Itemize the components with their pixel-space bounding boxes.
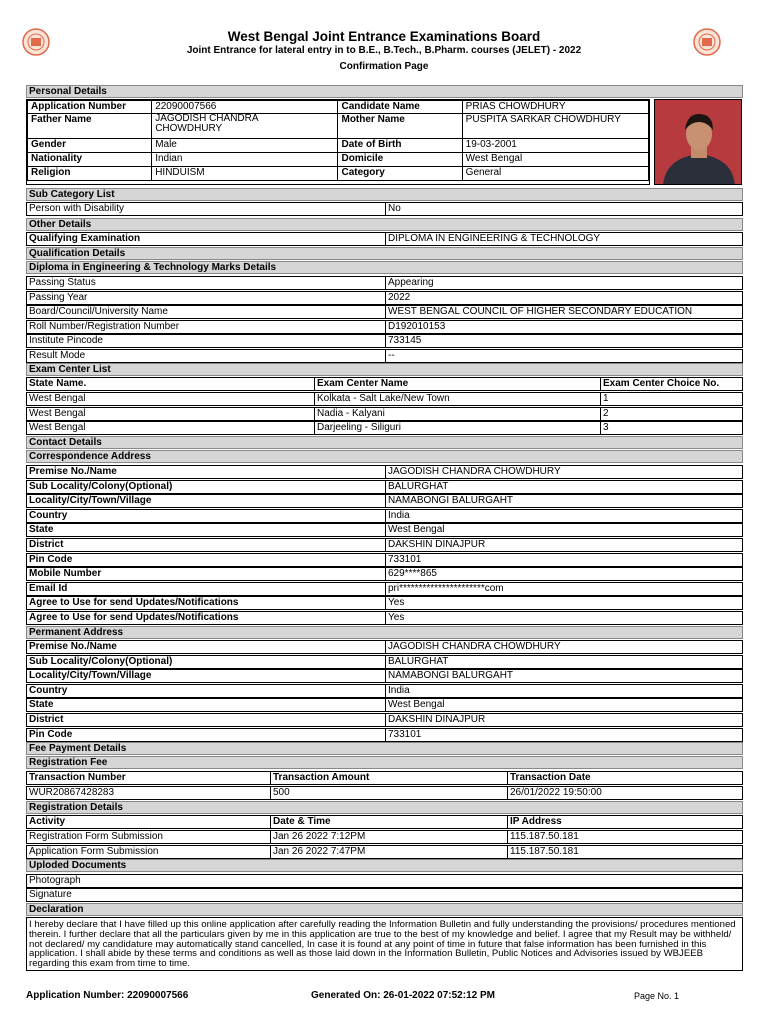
row-value: pri**********************com xyxy=(385,583,742,595)
section-contact: Contact Details xyxy=(26,436,743,449)
footer-page-number: Page No. 1 xyxy=(634,991,680,1001)
row-value: India xyxy=(385,510,742,522)
row-value: West Bengal xyxy=(385,524,742,536)
row-label: State xyxy=(29,699,54,711)
registration-row xyxy=(26,845,743,859)
row-value: WEST BENGAL COUNCIL OF HIGHER SECONDARY EDUCATION xyxy=(385,306,742,318)
label-dob: Date of Birth xyxy=(338,139,462,153)
exam-center-header: State Name. Exam Center Name Exam Center Choice No. xyxy=(26,377,743,391)
row-value: West Bengal xyxy=(385,699,742,711)
row-value: DAKSHIN DINAJPUR xyxy=(385,714,742,726)
row-value: 733145 xyxy=(385,335,742,347)
value-application-number: 22090007566 xyxy=(152,101,338,114)
subsection-diploma-marks: Diploma in Engineering & Technology Marks Details xyxy=(26,261,743,274)
qualification-row xyxy=(26,305,743,319)
row-label: Board/Council/University Name xyxy=(29,306,168,317)
reg-ip: 115.187.50.181 xyxy=(507,831,742,843)
exam-center-row xyxy=(26,392,743,406)
row-value: DAKSHIN DINAJPUR xyxy=(385,539,742,551)
center-name: Kolkata - Salt Lake/New Town xyxy=(314,393,600,405)
row-label: Pin Code xyxy=(29,728,73,740)
row-value: Yes xyxy=(385,612,742,624)
center-state: West Bengal xyxy=(29,422,86,433)
label-mother-name: Mother Name xyxy=(338,114,462,139)
row-label: Country xyxy=(29,509,68,521)
center-state: West Bengal xyxy=(29,393,86,404)
exam-subtitle: Joint Entrance for lateral entry in to B.E., B.Tech., B.Pharm. courses (JELET) - 2022 xyxy=(186,45,582,56)
fee-header: Transaction Number Transaction Amount Transaction Date xyxy=(26,771,743,785)
candidate-photo xyxy=(654,99,742,185)
correspondence-row xyxy=(26,611,743,625)
row-label: Institute Pincode xyxy=(29,335,103,346)
declaration-text: I hereby declare that I have filled up this online application after carefully reading the Information Bulletin and fully understanding the provisions/ procedures mentioned therein. I further declare that all the particulars given by me in this application are true to the best of my knowledge and belief. I agree that my Result may be withheld/ not declared/ my candidature may automatically stand cancelled, In case it is found at any point of time in future that false information has been furnished in this application. I shall abide by these terms and conditions as well as those laid down in the Information Bulletin, Public Notices and Advisories issued by WBJEEB regarding this exam from time to time. xyxy=(26,917,743,971)
qualification-row xyxy=(26,334,743,348)
row-value: 2022 xyxy=(385,292,742,304)
permanent-row xyxy=(26,640,743,654)
correspondence-row xyxy=(26,553,743,567)
correspondence-row xyxy=(26,567,743,581)
board-title: West Bengal Joint Entrance Examinations Board xyxy=(227,29,541,44)
section-registration-details: Registration Details xyxy=(26,801,743,814)
permanent-row xyxy=(26,684,743,698)
row-value: JAGODISH CHANDRA CHOWDHURY xyxy=(385,466,742,478)
document-photograph: Photograph xyxy=(26,874,743,888)
correspondence-row xyxy=(26,480,743,494)
section-uploaded-documents: Uploded Documents xyxy=(26,859,743,872)
label-application-number: Application Number xyxy=(28,101,152,114)
section-personal-details: Personal Details xyxy=(26,85,743,98)
center-name: Darjeeling - Siliguri xyxy=(314,422,600,434)
qualification-row xyxy=(26,320,743,334)
row-label: Result Mode xyxy=(29,349,86,361)
document-header xyxy=(0,0,768,84)
row-label: Locality/City/Town/Village xyxy=(29,670,152,682)
row-label: Premise No./Name xyxy=(29,466,117,477)
row-label: Agree to Use for send Updates/Notifications xyxy=(29,612,239,623)
label-candidate-name: Candidate Name xyxy=(338,101,462,114)
row-label: Country xyxy=(29,684,68,696)
qualification-row xyxy=(26,276,743,290)
row-label: Passing Year xyxy=(29,291,88,303)
registration-header: Activity Date & Time IP Address xyxy=(26,815,743,829)
correspondence-row xyxy=(26,538,743,552)
permanent-row xyxy=(26,713,743,727)
value-gender: Male xyxy=(152,139,338,153)
subsection-registration-fee: Registration Fee xyxy=(26,756,743,769)
correspondence-row xyxy=(26,509,743,523)
row-value: JAGODISH CHANDRA CHOWDHURY xyxy=(385,641,742,653)
value-candidate-name: PRIAS CHOWDHURY xyxy=(462,101,648,114)
permanent-row xyxy=(26,655,743,669)
permanent-row xyxy=(26,669,743,683)
label-gender: Gender xyxy=(28,139,152,153)
section-correspondence-address: Correspondence Address xyxy=(26,450,743,463)
row-label: Locality/City/Town/Village xyxy=(29,495,152,507)
permanent-row xyxy=(26,698,743,712)
section-qualification: Qualification Details xyxy=(26,247,743,260)
exam-center-row xyxy=(26,421,743,435)
row-value: 629****865 xyxy=(385,568,742,580)
label-domicile: Domicile xyxy=(338,153,462,167)
label-nationality: Nationality xyxy=(28,153,152,167)
value-domicile: West Bengal xyxy=(462,153,648,167)
reg-activity: Registration Form Submission xyxy=(29,831,163,842)
value-father-name: JAGODISH CHANDRA CHOWDHURY xyxy=(152,114,338,139)
value-mother-name: PUSPITA SARKAR CHOWDHURY xyxy=(462,114,648,139)
row-value: Appearing xyxy=(385,277,742,289)
section-declaration: Declaration xyxy=(26,903,743,916)
permanent-row xyxy=(26,728,743,742)
row-label: Passing Status xyxy=(29,277,96,288)
correspondence-row xyxy=(26,582,743,596)
personal-details-table xyxy=(26,99,650,185)
row-label: Sub Locality/Colony(Optional) xyxy=(29,480,173,492)
row-value: Yes xyxy=(385,597,742,609)
reg-datetime: Jan 26 2022 7:12PM xyxy=(270,831,507,843)
row-label: Mobile Number xyxy=(29,568,102,580)
fee-row: WUR20867428283 500 26/01/2022 19:50:00 xyxy=(26,786,743,800)
value-religion: HINDUISM xyxy=(152,167,338,181)
footer-application-number: Application Number: 22090007566 xyxy=(26,990,189,1001)
center-choice: 1 xyxy=(600,393,742,405)
row-value: NAMABONGI BALURGAHT xyxy=(385,495,742,507)
row-disability: Person with Disability No xyxy=(26,202,743,216)
correspondence-row xyxy=(26,494,743,508)
document-signature: Signature xyxy=(26,888,743,902)
section-sub-category: Sub Category List xyxy=(26,188,743,201)
row-value: 733101 xyxy=(385,729,742,741)
center-choice: 2 xyxy=(600,408,742,420)
reg-ip: 115.187.50.181 xyxy=(507,846,742,858)
registration-row xyxy=(26,830,743,844)
row-value: BALURGHAT xyxy=(385,481,742,493)
reg-datetime: Jan 26 2022 7:47PM xyxy=(270,846,507,858)
person-photo-icon xyxy=(655,100,742,185)
label-religion: Religion xyxy=(28,167,152,181)
exam-center-row xyxy=(26,407,743,421)
label-category: Category xyxy=(338,167,462,181)
footer-generated-on: Generated On: 26-01-2022 07:52:12 PM xyxy=(311,990,495,1001)
correspondence-row xyxy=(26,596,743,610)
row-value: India xyxy=(385,685,742,697)
center-state: West Bengal xyxy=(29,407,86,419)
row-value: BALURGHAT xyxy=(385,656,742,668)
section-permanent-address: Permanent Address xyxy=(26,626,743,639)
row-label: Agree to Use for send Updates/Notifications xyxy=(29,597,239,609)
row-qualifying-exam: Qualifying Examination DIPLOMA IN ENGINEERING & TECHNOLOGY xyxy=(26,232,743,246)
row-label: Roll Number/Registration Number xyxy=(29,320,180,332)
page-title: Confirmation Page xyxy=(339,61,429,72)
correspondence-row xyxy=(26,465,743,479)
value-category: General xyxy=(462,167,648,181)
row-label: District xyxy=(29,714,64,725)
label-father-name: Father Name xyxy=(28,114,152,139)
row-label: Email Id xyxy=(29,582,68,594)
qualification-row xyxy=(26,349,743,363)
row-value: -- xyxy=(385,350,742,362)
value-dob: 19-03-2001 xyxy=(462,139,648,153)
row-label: Sub Locality/Colony(Optional) xyxy=(29,655,173,667)
row-value: NAMABONGI BALURGAHT xyxy=(385,670,742,682)
section-fee-payment: Fee Payment Details xyxy=(26,742,743,755)
row-label: Pin Code xyxy=(29,553,73,565)
correspondence-row xyxy=(26,523,743,537)
section-other-details: Other Details xyxy=(26,218,743,231)
row-value: D192010153 xyxy=(385,321,742,333)
center-choice: 3 xyxy=(600,422,742,434)
qualification-row xyxy=(26,291,743,305)
center-name: Nadia - Kalyani xyxy=(314,408,600,420)
row-label: Premise No./Name xyxy=(29,641,117,652)
section-exam-center: Exam Center List xyxy=(26,363,743,376)
row-label: District xyxy=(29,539,64,550)
row-value: 733101 xyxy=(385,554,742,566)
reg-activity: Application Form Submission xyxy=(29,845,159,857)
row-label: State xyxy=(29,524,54,536)
value-nationality: Indian xyxy=(152,153,338,167)
